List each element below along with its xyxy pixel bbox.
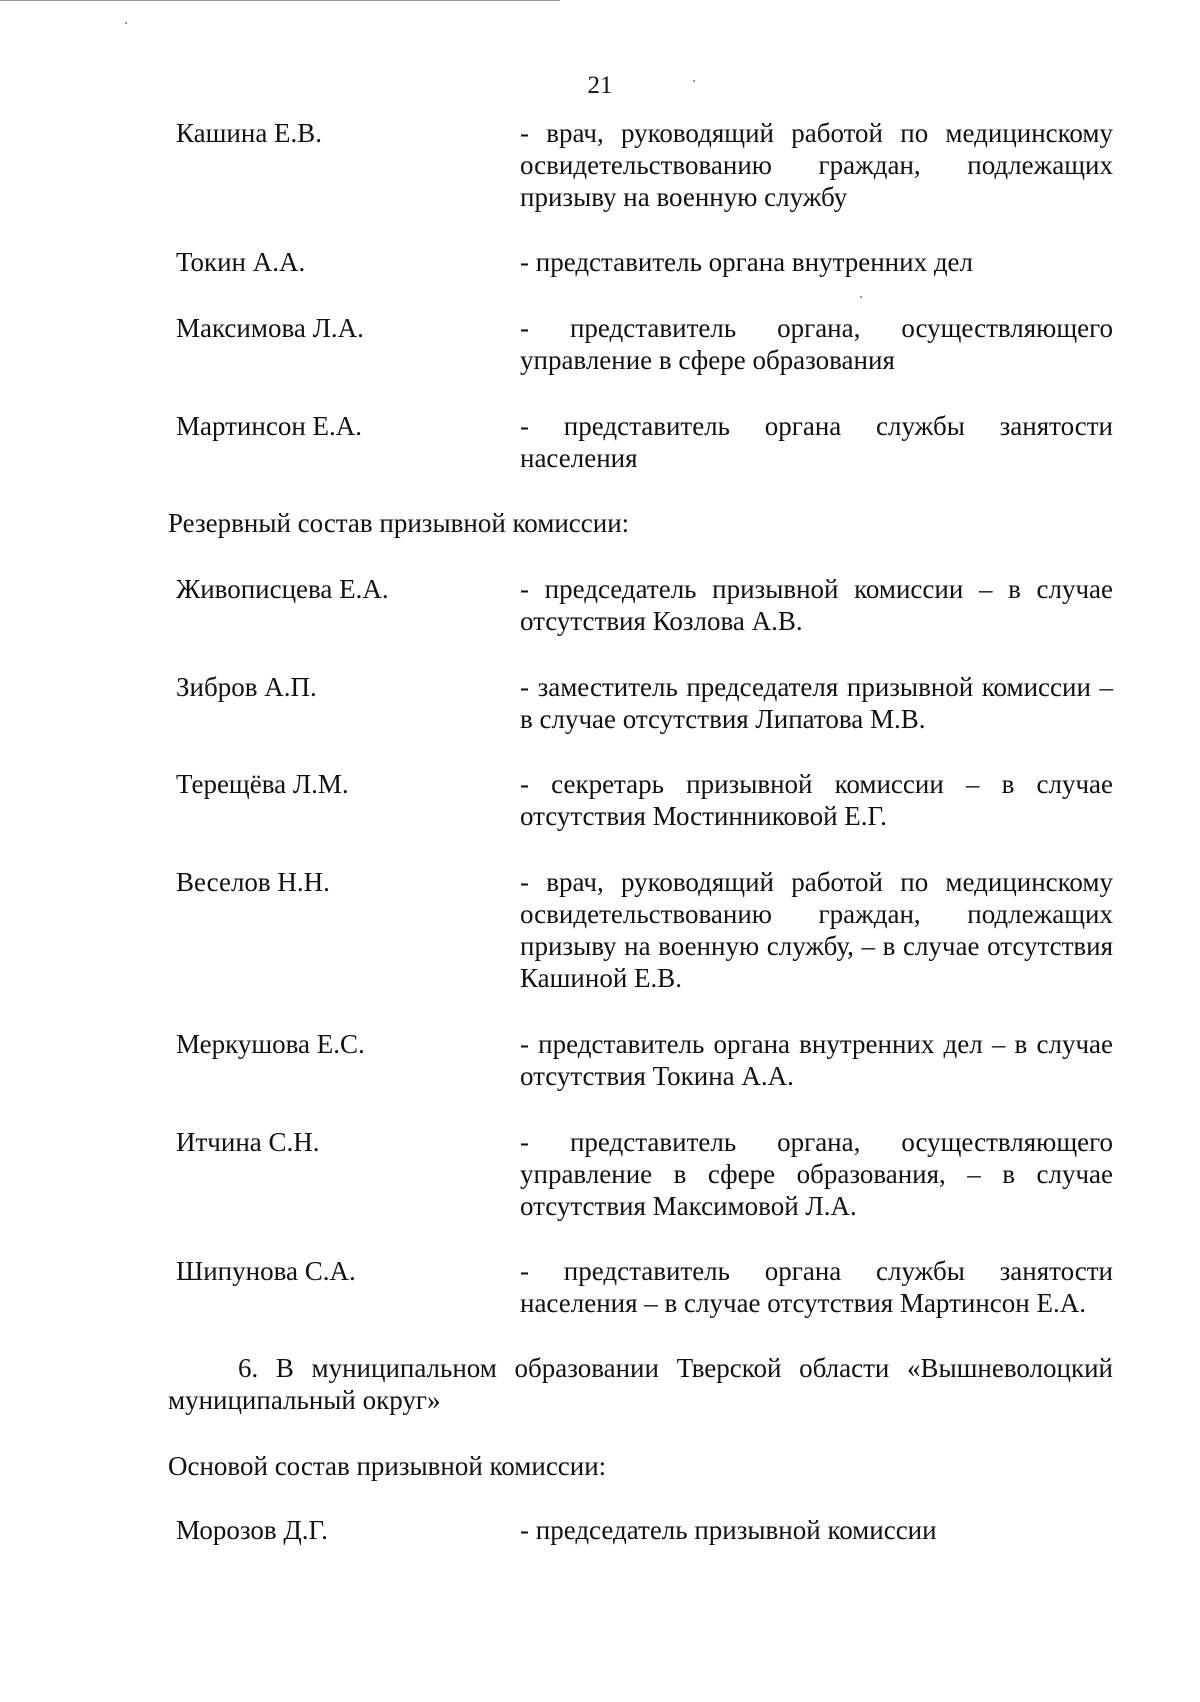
scan-speck	[860, 296, 862, 298]
member-role: - председатель призывной комиссии	[520, 1515, 937, 1545]
section-paragraph: 6. В муниципальном образовании Тверской области «Вышневолоцкий муниципальный округ»	[168, 1353, 1113, 1415]
member-name: Веселов Н.Н.	[176, 867, 330, 897]
member-role: - представитель органа внутренних дел – в случае отсутствия Токина А.А.	[520, 1029, 1113, 1091]
member-role: - врач, руководящий работой по медицинскому освидетельствованию граждан, подлежащих призыву на военную службу	[520, 118, 1113, 212]
member-role: - представитель органа службы занятости населения	[520, 411, 1113, 473]
member-name: Живописцева Е.А.	[176, 574, 389, 604]
member-role: - представитель органа внутренних дел	[520, 247, 974, 277]
page-number: 21	[587, 72, 613, 99]
member-role: - председатель призывной комиссии – в случае отсутствия Козлова А.В.	[520, 574, 1113, 636]
scan-edge-line	[0, 0, 560, 1]
member-role: - заместитель председателя призывной комиссии – в случае отсутствия Липатова М.В.	[520, 672, 1113, 734]
member-role: - врач, руководящий работой по медицинскому освидетельствованию граждан, подлежащих призыву на военную службу, – в случае отсутствия Кашиной Е.В.	[520, 867, 1113, 993]
member-name: Токин А.А.	[176, 247, 306, 277]
member-name: Мартинсон Е.А.	[176, 411, 363, 441]
reserve-composition-heading: Резервный состав призывной комиссии:	[168, 508, 630, 538]
main-composition-heading: Основой состав призывной комиссии:	[168, 1451, 607, 1481]
member-name: Кашина Е.В.	[176, 118, 323, 148]
member-name: Меркушова Е.С.	[176, 1029, 365, 1059]
member-name: Шипунова С.А.	[176, 1256, 356, 1286]
member-name: Терещёва Л.М.	[176, 769, 349, 799]
scan-speck	[125, 22, 127, 24]
member-name: Итчина С.Н.	[176, 1127, 320, 1157]
member-role: - секретарь призывной комиссии – в случае отсутствия Мостинниковой Е.Г.	[520, 769, 1113, 831]
member-role: - представитель органа, осуществляющего управление в сфере образования, – в случае отсутствия Максимовой Л.А.	[520, 1127, 1113, 1221]
member-name: Морозов Д.Г.	[176, 1515, 328, 1545]
member-name: Максимова Л.А.	[176, 313, 364, 343]
member-name: Зибров А.П.	[176, 672, 317, 702]
member-role: - представитель органа, осуществляющего управление в сфере образования	[520, 313, 1113, 375]
member-role: - представитель органа службы занятости населения – в случае отсутствия Мартинсон Е.А.	[520, 1256, 1113, 1318]
